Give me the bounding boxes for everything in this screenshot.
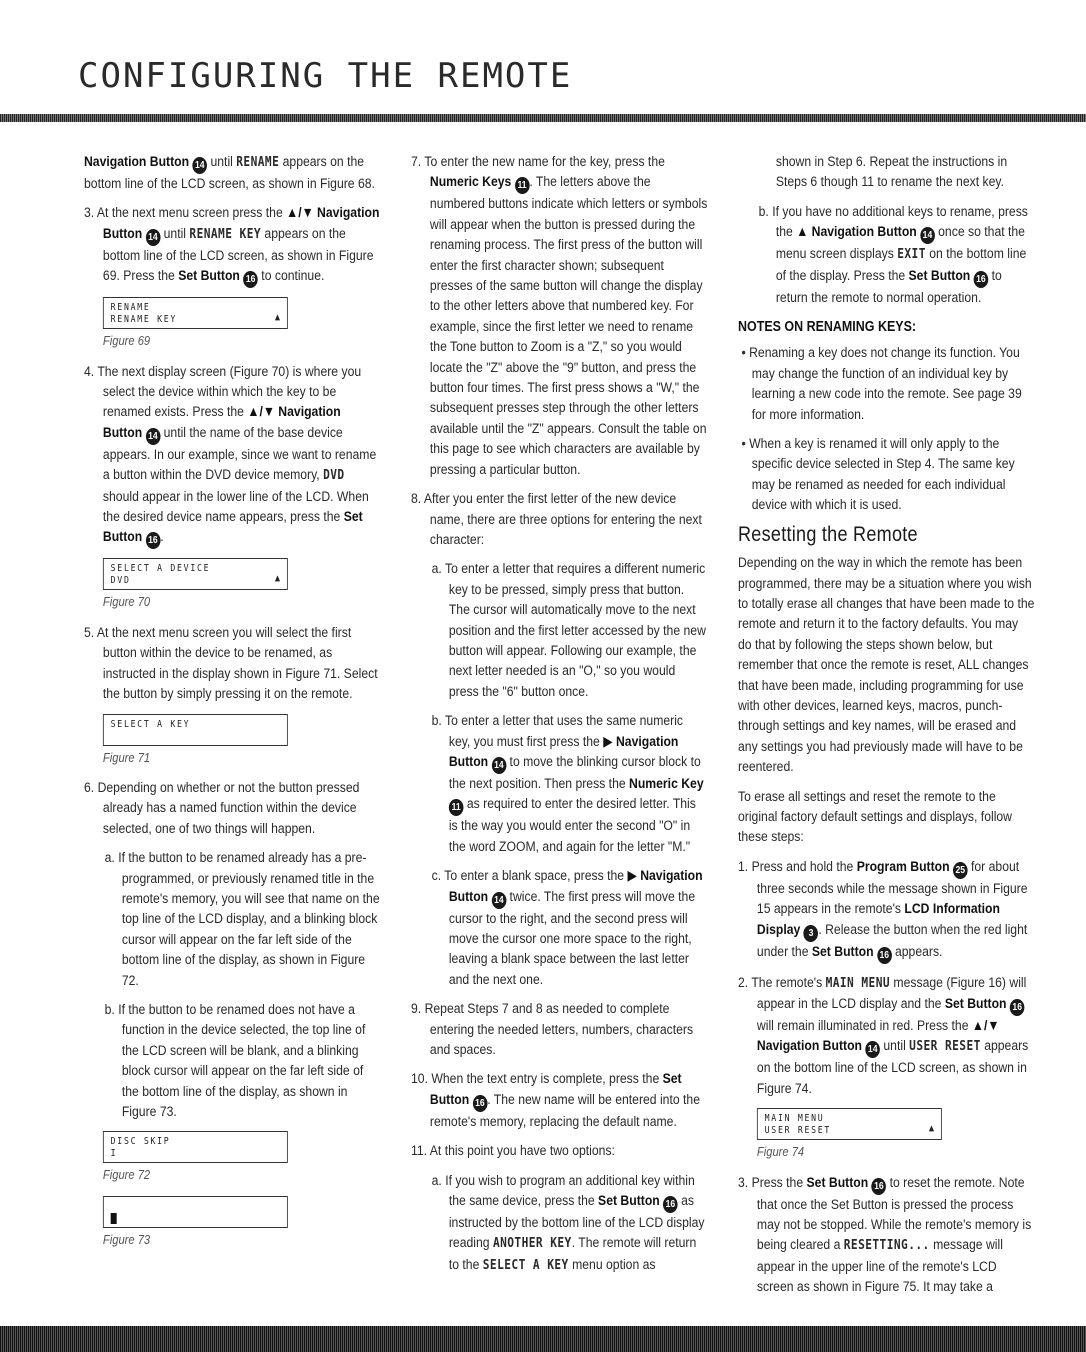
button-callout-icon: 14 [865, 1041, 880, 1058]
button-callout-icon: 14 [192, 157, 207, 174]
step-8c: c. To enter a blank space, press the ▶ Navigation Button 14 twice. The first press will move the cursor to the right, and the second press will move the cursor one more space to the right, leaving a blank space between the last letter and the next one. [431, 868, 703, 988]
note-2: • When a key is renamed it will only apply to the specific device selected in Step 4. The same key may be renamed as needed for each individual device with which it is used. [741, 436, 1015, 514]
button-callout-icon: 16 [1010, 999, 1025, 1016]
header-rule [0, 114, 1086, 122]
step-8a: a. To enter a letter that requires a different numeric key to be pressed, simply press that button. The cursor will automatically move to the next position and the first letter accessed by the new button will appear. Following our example, the next letter needed is an "O," so you would press the "6" button once. [431, 561, 706, 700]
lcd-figure-74: MAIN MENU USER RESET ▲ [757, 1108, 942, 1140]
lcd-figure-69: RENAME RENAME KEY ▲ [103, 297, 288, 329]
up-arrow-icon: ▲ [274, 312, 281, 324]
button-callout-icon: 11 [515, 177, 530, 194]
step-8: 8. After you enter the first letter of the new device name, there are three options for entering the next character: [411, 491, 702, 548]
figure-caption: Figure 69 [102, 333, 151, 349]
step-9: 9. Repeat Steps 7 and 8 as needed to complete entering the needed letters, numbers, characters and spaces. [411, 1001, 694, 1059]
button-callout-icon: 16 [243, 271, 258, 288]
up-arrow-icon: ▲ [928, 1123, 935, 1135]
step-6: 6. Depending on whether or not the button pressed already has a named function within the device selected, one of two things will happen. [84, 779, 360, 837]
button-callout-icon: 14 [146, 229, 161, 246]
column-2 [411, 152, 708, 1285]
step-11: 11. At this point you have two options: [411, 1143, 615, 1160]
column-3 [738, 152, 1035, 1307]
note-1: • Renaming a key does not change its function. You may change the function of an individual key by learning a new code into the remote. See page 39 for more information. [741, 345, 1022, 423]
button-callout-icon: 25 [953, 862, 968, 879]
button-callout-icon: 16 [872, 1178, 887, 1195]
reset-step-3: 3. Press the Set Button 16 to reset the remote. Note that once the Set Button is pressed the process may not be stopped. While the remote's memory is being cleared a RESETTING... message will appear in the upper line of the remote's LCD screen as shown in Figure 75. It may take a [738, 1174, 1032, 1296]
button-callout-icon: 16 [974, 271, 989, 288]
figure-caption: Figure 74 [756, 1144, 805, 1160]
lcd-figure-73 [103, 1196, 288, 1228]
button-callout-icon: 14 [920, 227, 935, 244]
figure-caption: Figure 71 [102, 749, 151, 765]
reset-step-1: 1. Press and hold the Program Button 25 for about three seconds while the message shown in Figure 15 appears in the remote's LCD Information Display 3 . Release the button when the red light under the Set Button 16 appears. [738, 857, 1035, 964]
button-callout-icon: 16 [663, 1196, 678, 1213]
step-6a: a. If the button to be renamed already has a pre-programmed, or previously renamed title in the remote's memory, you will see that name on the top line of the LCD display, and a blinking block cursor will appear on the far left side of the bottom line of the display, as shown in Figure 72. [104, 850, 380, 989]
step-3: 3. At the next menu screen press the ▲/▼ Navigation Button 14 until RENAME KEY appears on the bottom line of the LCD screen, as shown in Figure 69. Press the Set Button 16 to continue. [84, 203, 381, 288]
step-6b: b. If the button to be renamed does not have a function in the device selected, the top line of the LCD screen will be blank, and a blinking block cursor will appear on the far left side of the bottom line of the display, as shown in Figure 73. [104, 1001, 366, 1120]
column-1 [84, 152, 381, 1260]
step-10: 10. When the text entry is complete, press the Set Button 16 . The new name will be entered into the remote's memory, replacing the default name. [411, 1071, 701, 1130]
step-8b: b. To enter a letter that uses the same numeric key, you must first press the ▶ Navigation Button 14 to move the blinking cursor block to the next position. Then press the Numeric Key 11 as required to enter the desired letter. This is the way you would enter the second "O" in the word ZOOM, and again for the letter "M." [431, 713, 704, 855]
figure-caption: Figure 73 [102, 1231, 151, 1247]
step-11a: a. If you wish to program an additional key within the same device, press the Set Button 16 as instructed by the bottom line of the LCD display reading ANOTHER KEY. The remote will return to the SELECT A KEY menu option as [431, 1172, 705, 1273]
step-11a-continued: shown in Step 6. Repeat the instructions in Steps 6 though 11 to rename the next key. [775, 154, 1008, 191]
section-heading: Resetting the Remote [738, 522, 918, 546]
lcd-figure-70: SELECT A DEVICE DVD ▲ [103, 558, 288, 590]
button-callout-icon: 3 [804, 925, 819, 942]
button-callout-icon: 16 [146, 532, 161, 549]
lcd-figure-72: DISC SKIP I [103, 1131, 288, 1163]
up-arrow-icon: ▲ [274, 573, 281, 585]
step-7: 7. To enter the new name for the key, press the Numeric Keys 11 . The letters above the numbered buttons indicate which letters or symbols will appear when the button is pressed during the renaming process. The first press of the button will enter the first character shown; subsequent presses of the same button will change the display to the other letters above that numbered key. For example, since the first letter we need to rename the Tone button to Zoom is a "Z," so you would locate the "Z" above the "9" button, and press the button four times. The first press shows a "W," the subsequent presses step through the other letters available until the "Z" appears. Consult the table on this page to see which characters are available by pressing a particular button. [411, 154, 708, 478]
step-4: 4. The next display screen (Figure 70) is where you select the device within which the key to be renamed exists. Press the ▲/▼ Navigation Button 14 until the name of the base device appears. In our example, since we want to rename a button within the DVD device memory, DVD should appear in the lower line of the LCD. When the desired device name appears, press the Set Button 16 . [84, 362, 381, 550]
button-callout-icon: 14 [492, 757, 507, 774]
lcd-figure-71: SELECT A KEY [103, 714, 288, 746]
button-callout-icon: 14 [146, 428, 161, 445]
page-title: CONFIGURING THE REMOTE [78, 56, 573, 96]
footer-band [0, 1326, 1086, 1352]
button-callout-icon: 14 [492, 892, 507, 909]
step-5: 5. At the next menu screen you will select the first button within the device to be renamed, as instructed in the display shown in Figure 71. Select the button by simply pressing it on the remote. [84, 624, 378, 703]
button-callout-icon: 11 [449, 799, 464, 816]
step-2-continued: Navigation Button 14 until RENAME appears on the bottom line of the LCD screen, as shown in Figure 68. [84, 154, 375, 192]
button-callout-icon: 16 [473, 1095, 488, 1112]
reset-step-2: 2. The remote's MAIN MENU message (Figure 16) will appear in the LCD display and the Set Button 16 will remain illuminated in red. Press the ▲/▼ Navigation Button 14 until USER RESET appears on the bottom line of the LCD screen, as shown in Figure 74. [738, 974, 1029, 1097]
notes-heading: NOTES ON RENAMING KEYS: [738, 319, 917, 336]
reset-intro: Depending on the way in which the remote has been programmed, there may be a situation where you wish to totally erase all changes that have been made to the remote and return it to the factory defaults. You may do that by following the steps shown below, but remember that once the remote is reset, ALL changes that have been made, including programming for use with other devices, learned keys, macros, punch-through settings and key names, will be erased and any settings you had previously made will have to be reentered. [738, 555, 1035, 776]
figure-caption: Figure 70 [102, 594, 151, 610]
figure-caption: Figure 72 [102, 1167, 151, 1183]
step-11b: b. If you have no additional keys to rename, press the ▲ Navigation Button 14 once so that the menu screen displays EXIT on the bottom line of the display. Press the Set Button 16 to return the remote to normal operation. [758, 203, 1028, 306]
block-cursor-icon [111, 1213, 117, 1224]
reset-intro-2: To erase all settings and reset the remote to the original factory default settings and displays, follow these steps: [738, 788, 1013, 846]
button-callout-icon: 16 [877, 947, 892, 964]
